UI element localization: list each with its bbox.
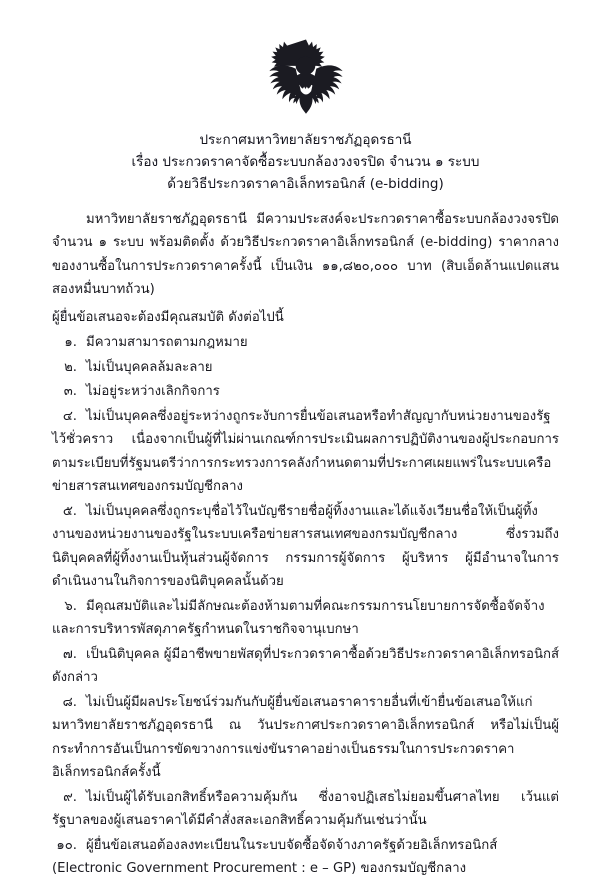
- document-heading: [52, 130, 559, 196]
- list-item: [52, 500, 559, 594]
- list-item-number: ๕.: [62, 503, 77, 519]
- list-item-text: ไม่เป็นผู้มีผลประโยชน์ร่วมกันกับผู้ยื่นข้อเสนอราคารายอื่นที่เข้ายื่นข้อเสนอให้แก่มหาวิทยาลัยราชภัฏอุดรธานี ณ วันประกาศประกวดราคาอิเล็กทรอนิกส์ หรือไม่เป็นผู้กระทำการอันเป็นการขัดขวางการแข่งขันราคาอย่างเป็นธรรมในการประกวดราคาอิเล็กทรอนิกส์ครั้งนี้: [52, 694, 559, 781]
- list-item-number: ๙.: [63, 789, 77, 805]
- list-item-number: ๖.: [64, 598, 77, 614]
- list-item-text: ไม่เป็นบุคคลซึ่งอยู่ระหว่างถูกระงับการยื่นข้อเสนอหรือทำสัญญากับหน่วยงานของรัฐไว้ชั่วคราว เนื่องจากเป็นผู้ที่ไม่ผ่านเกณฑ์การประเมินผลการปฏิบัติงานของผู้ประกอบการตามระเบียบที่รัฐมนตรีว่าการกระทรวงการคลังกำหนดตามที่ประกาศเผยแพร่ในระบบเครือข่ายสารสนเทศของกรมบัญชีกลาง: [52, 408, 559, 495]
- list-item: [52, 834, 559, 881]
- heading-line-2: เรื่อง ประกวดราคาจัดซื้อระบบกล้องวงจรปิด จำนวน ๑ ระบบ: [131, 153, 480, 170]
- list-item-number: ๒.: [64, 359, 77, 375]
- heading-line-3: ด้วยวิธีประกวดราคาอิเล็กทรอนิกส์ (e-bidding): [167, 175, 444, 192]
- list-item-number: ๗.: [62, 646, 77, 662]
- garuda-emblem-icon: [262, 36, 350, 122]
- list-item-text: มีคุณสมบัติและไม่มีลักษณะต้องห้ามตามที่คณะกรรมการนโยบายการจัดซื้อจัดจ้างและการบริหารพัสดุภาครัฐกำหนดในราชกิจจานุเบกษา: [52, 598, 545, 638]
- intro-paragraph: มหาวิทยาลัยราชภัฏอุดรธานี มีความประสงค์จะประกวดราคาซื้อระบบกล้องวงจรปิด จำนวน ๑ ระบบ พร้อมติดตั้ง ด้วยวิธีประกวดราคาอิเล็กทรอนิกส์ (e-bidding) ราคากลางของงานซื้อในการประกวดราคาครั้งนี้ เป็นเงิน ๑๑,๘๒๐,๐๐๐ บาท (สิบเอ็ดล้านแปดแสนสองหมื่นบาทถ้วน): [52, 211, 559, 298]
- list-item-text: ผู้ยื่นข้อเสนอต้องลงทะเบียนในระบบจัดซื้อจัดจ้างภาครัฐด้วยอิเล็กทรอนิกส์ (Electronic Government Procurement : e – GP) ของกรมบัญชีกลาง: [52, 837, 498, 877]
- list-item-text: ไม่เป็นบุคคลล้มละลาย: [86, 359, 213, 375]
- list-item: [52, 331, 559, 355]
- list-item-number: ๑.: [64, 335, 77, 351]
- list-item-text: เป็นนิติบุคคล ผู้มีอาชีพขายพัสดุที่ประกวดราคาซื้อด้วยวิธีประกวดราคาอิเล็กทรอนิกส์ดังกล่าว: [52, 646, 559, 686]
- list-item-number: ๘.: [62, 694, 77, 710]
- list-item-text: มีความสามารถตามกฎหมาย: [86, 335, 248, 351]
- list-item: [52, 786, 559, 833]
- emblem-container: [52, 0, 559, 130]
- list-item-text: ไม่เป็นผู้ได้รับเอกสิทธิ์หรือความคุ้มกัน ซึ่งอาจปฏิเสธไม่ยอมขึ้นศาลไทย เว้นแต่รัฐบาลของผู้เสนอราคาได้มีคำสั่งสละเอกสิทธิ์ความคุ้มกันเช่นว่านั้น: [52, 789, 559, 829]
- list-item: [52, 356, 559, 380]
- heading-line-1: ประกาศมหาวิทยาลัยราชภัฏอุดรธานี: [199, 132, 412, 148]
- list-item: [52, 380, 559, 404]
- qualifications-subheading: ผู้ยื่นข้อเสนอจะต้องมีคุณสมบัติ ดังต่อไปนี้: [52, 309, 284, 325]
- list-item: [52, 405, 559, 499]
- list-item-number: ๓.: [63, 384, 77, 400]
- list-item: [52, 691, 559, 785]
- list-item: [52, 643, 559, 690]
- list-item-text: ไม่อยู่ระหว่างเลิกกิจการ: [86, 384, 220, 400]
- list-item-number: ๔.: [62, 408, 77, 424]
- list-item: [52, 595, 559, 642]
- document-body: [52, 208, 559, 881]
- list-item-text: ไม่เป็นบุคคลซึ่งถูกระบุชื่อไว้ในบัญชีรายชื่อผู้ทิ้งงานและได้แจ้งเวียนชื่อให้เป็นผู้ทิ้งงานของหน่วยงานของรัฐในระบบเครือข่ายสารสนเทศของกรมบัญชีกลาง ซึ่งรวมถึงนิติบุคคลที่ผู้ทิ้งงานเป็นหุ้นส่วนผู้จัดการ กรรมการผู้จัดการ ผู้บริหาร ผู้มีอำนาจในการดำเนินงานในกิจการของนิติบุคคลนั้นด้วย: [52, 503, 559, 590]
- list-item-number: ๑๐.: [56, 837, 77, 853]
